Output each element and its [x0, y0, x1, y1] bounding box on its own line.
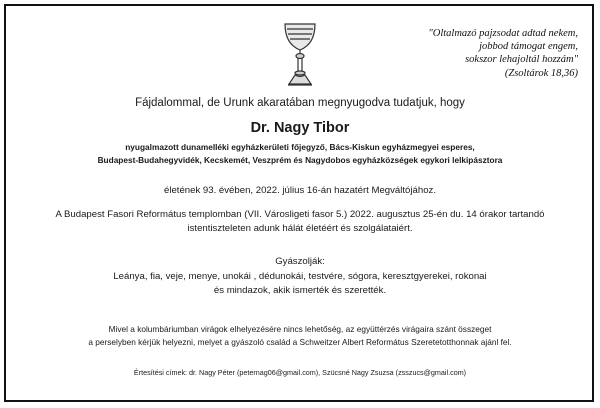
- psalm-reference: (Zsoltárok 18,36): [504, 68, 578, 79]
- deceased-name: Dr. Nagy Tibor: [250, 120, 350, 136]
- contact-line: Értesítési címek: dr. Nagy Péter (peternag06@gmail.com), Szücsné Nagy Zsuzsa (zsszucs@gmail.com): [133, 368, 467, 377]
- flower-notice: Mivel a kolumbáriumban virágok elhelyezésére nincs lehetőség, az együttérzés virágaira szánt összeget a perselyben kérjük helyezni, melyet a gyászoló család a Schweitzer Albert Református Szeretetotthonnak ajánl fel.: [88, 324, 512, 347]
- psalm-quote: [378, 27, 578, 80]
- age-line: életének 93. évében, 2022. július 16-án hazatért Megváltójához.: [163, 185, 436, 196]
- psalm-line: "Oltalmazó pajzsodat adtad nekem,: [428, 28, 578, 39]
- chalice-icon: [279, 20, 321, 90]
- service-info: A Budapest Fasori Református templomban (VII. Városligeti fasor 5.) 2022. augusztus 25-én du. 14 órakor tartandó istentiszteleten adunk hálát életéért és szolgálataiért.: [55, 209, 545, 234]
- psalm-line: jobbod támogat engem,: [479, 41, 578, 52]
- mourners-list: Leánya, fia, veje, menye, unokái , dédunokái, testvére, sógora, keresztgyerekei, rokonai és mindazok, akik ismerték és szerették.: [113, 271, 487, 296]
- deceased-titles: nyugalmazott dunamelléki egyházkerületi főjegyző, Bács-Kiskun egyházmegyei esperes, Budapest-Budahegyvidék, Kecskemét, Veszprém és Nagydobos egyházközségek egykori lelkipásztora: [97, 142, 503, 165]
- psalm-line: sokszor lehajoltál hozzám": [465, 54, 578, 65]
- intro-text: Fájdalommal, de Urunk akaratában megnyugodva tudatjuk, hogy: [135, 97, 465, 109]
- mourners-heading: Gyászolják:: [275, 256, 325, 267]
